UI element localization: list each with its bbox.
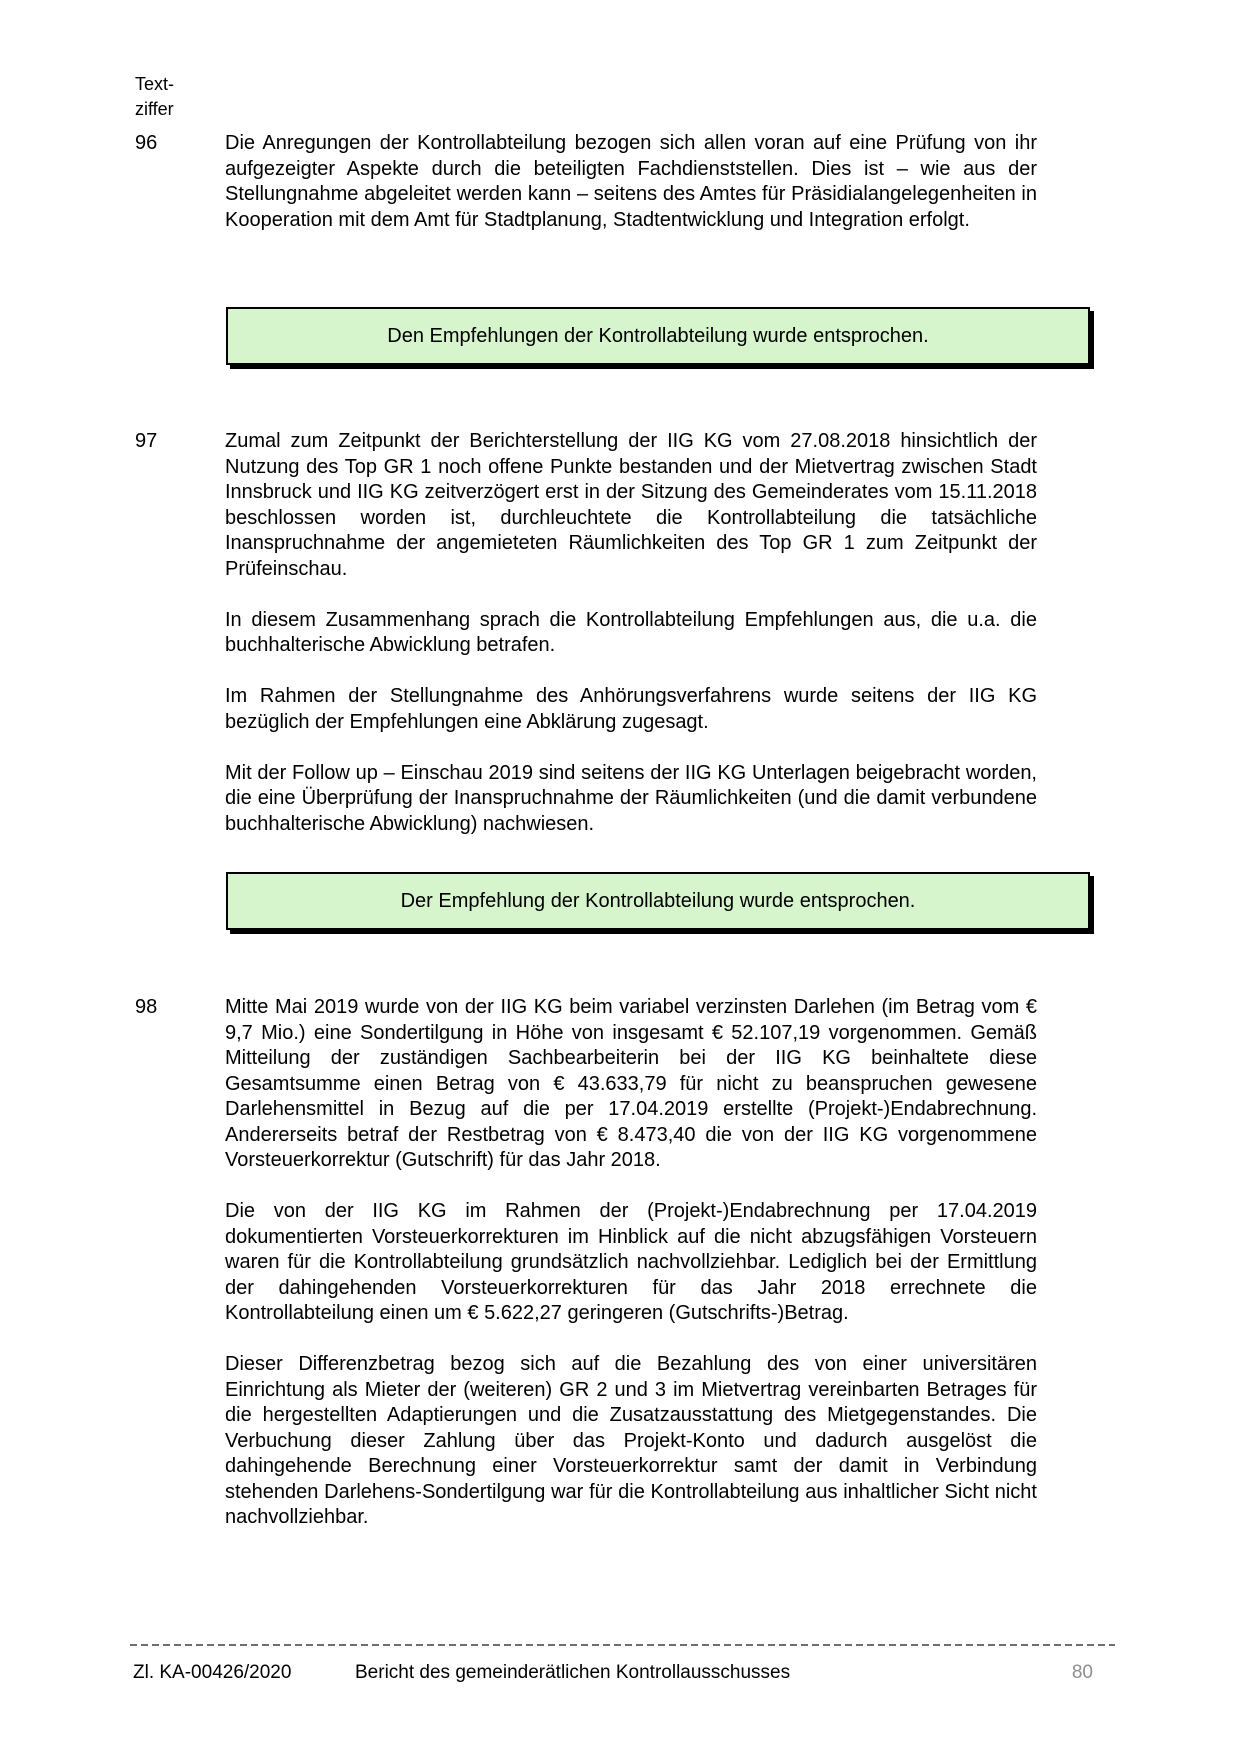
paragraph: Im Rahmen der Stellungnahme des Anhörungsverfahrens wurde seitens der IIG KG bezüglich der Empfehlungen eine Abklärung zugesagt.: [225, 685, 1037, 733]
section-97: [135, 429, 1037, 837]
paragraph: Die Anregungen der Kontrollabteilung bezogen sich allen voran auf eine Prüfung von ihr aufgezeigter Aspekte durch die beteiligten Fachdienststellen. Dies ist – wie aus der Stellungnahme abgeleitet werden kann – seitens des Amtes für Präsidialangelegenheiten in Kooperation mit dem Amt für Stadtplanung, Stadtentwicklung und Integration erfolgt.: [225, 132, 1037, 231]
section-96: [135, 131, 1037, 233]
section-98: [135, 995, 1037, 1531]
page-footer: [133, 1660, 1093, 1685]
footer-dashed-divider: [130, 1644, 1115, 1646]
paragraph: Mit der Follow up – Einschau 2019 sind seitens der IIG KG Unterlagen beigebracht worden, die eine Überprüfung der Inanspruchnahme der Räumlichkeiten (und die damit verbundene buchhalterische Abwicklung) nachwiesen.: [225, 761, 1037, 835]
section-number: 98: [135, 996, 158, 1018]
paragraph: Zumal zum Zeitpunkt der Berichterstellung der IIG KG vom 27.08.2018 hinsichtlich der Nutzung des Top GR 1 noch offene Punkte bestanden und der Mietvertrag zwischen Stadt Innsbruck und IIG KG zeitverzögert erst in der Sitzung des Gemeinderates vom 15.11.2018 beschlossen worden ist, durchleuchtete die Kontrollabteilung die tatsächliche Inanspruchnahme der angemieteten Räumlichkeiten des Top GR 1 zum Zeitpunkt der Prüfeinschau.: [225, 430, 1037, 580]
section-body: [225, 131, 1037, 233]
section-number: 97: [135, 430, 158, 452]
paragraph: Dieser Differenzbetrag bezog sich auf die Bezahlung des von einer universitären Einrichtung als Mieter der (weiteren) GR 2 und 3 im Mietvertrag vereinbarten Betrages für die hergestellten Adaptierungen und die Zusatzausstattung des Mietgegenstandes. Die Verbuchung dieser Zahlung über das Projekt-Konto und dadurch ausgelöst die dahingehende Berechnung einer Vorsteuerkorrektur samt der damit in Verbindung stehenden Darlehens-Sondertilgung war für die Kontrollabteilung aus inhaltlicher Sicht nicht nachvollziehbar.: [225, 1353, 1037, 1528]
section-body: [225, 429, 1037, 837]
column-header-line2: ziffer: [135, 99, 174, 119]
section-number: 96: [135, 132, 158, 154]
recommendation-callout: [226, 872, 1090, 930]
footer-document-title: Bericht des gemeinderätlichen Kontrollausschusses: [355, 1662, 791, 1683]
callout-text: Der Empfehlung der Kontrollabteilung wurde entsprochen.: [400, 889, 916, 912]
footer-reference-number: Zl. KA-00426/2020: [133, 1662, 292, 1683]
paragraph: Die von der IIG KG im Rahmen der (Projekt-)Endabrechnung per 17.04.2019 dokumentierten Vorsteuerkorrekturen im Hinblick auf die nicht abzugsfähigen Vorsteuern waren für die Kontrollabteilung grundsätzlich nachvollziehbar. Lediglich bei der Ermittlung der dahingehenden Vorsteuerkorrekturen für das Jahr 2018 errechnete die Kontrollabteilung einen um € 5.622,27 geringeren (Gutschrifts-)Betrag.: [225, 1200, 1037, 1324]
callout-text: Den Empfehlungen der Kontrollabteilung wurde entsprochen.: [387, 324, 929, 347]
section-body: [225, 995, 1037, 1531]
column-header-textziffer: [135, 72, 174, 122]
paragraph: In diesem Zusammenhang sprach die Kontrollabteilung Empfehlungen aus, die u.a. die buchhalterische Abwicklung betrafen.: [225, 608, 1037, 656]
recommendation-callout: [226, 307, 1090, 365]
footer-page-number: 80: [1071, 1662, 1093, 1683]
paragraph: Mitte Mai 2019 wurde von der IIG KG beim variabel verzinsten Darlehen (im Betrag vom € 9,7 Mio.) eine Sondertilgung in Höhe von insgesamt € 52.107,19 vorgenommen. Gemäß Mitteilung der zuständigen Sachbearbeiterin bei der IIG KG beinhaltete diese Gesamtsumme einen Betrag von € 43.633,79 für nicht zu beanspruchen gewesene Darlehensmittel in Bezug auf die per 17.04.2019 erstellte (Projekt-)Endabrechnung. Andererseits betraf der Restbetrag von € 8.473,40 die von der IIG KG vorgenommene Vorsteuerkorrektur (Gutschrift) für das Jahr 2018.: [225, 996, 1037, 1171]
column-header-line1: Text-: [135, 74, 175, 94]
